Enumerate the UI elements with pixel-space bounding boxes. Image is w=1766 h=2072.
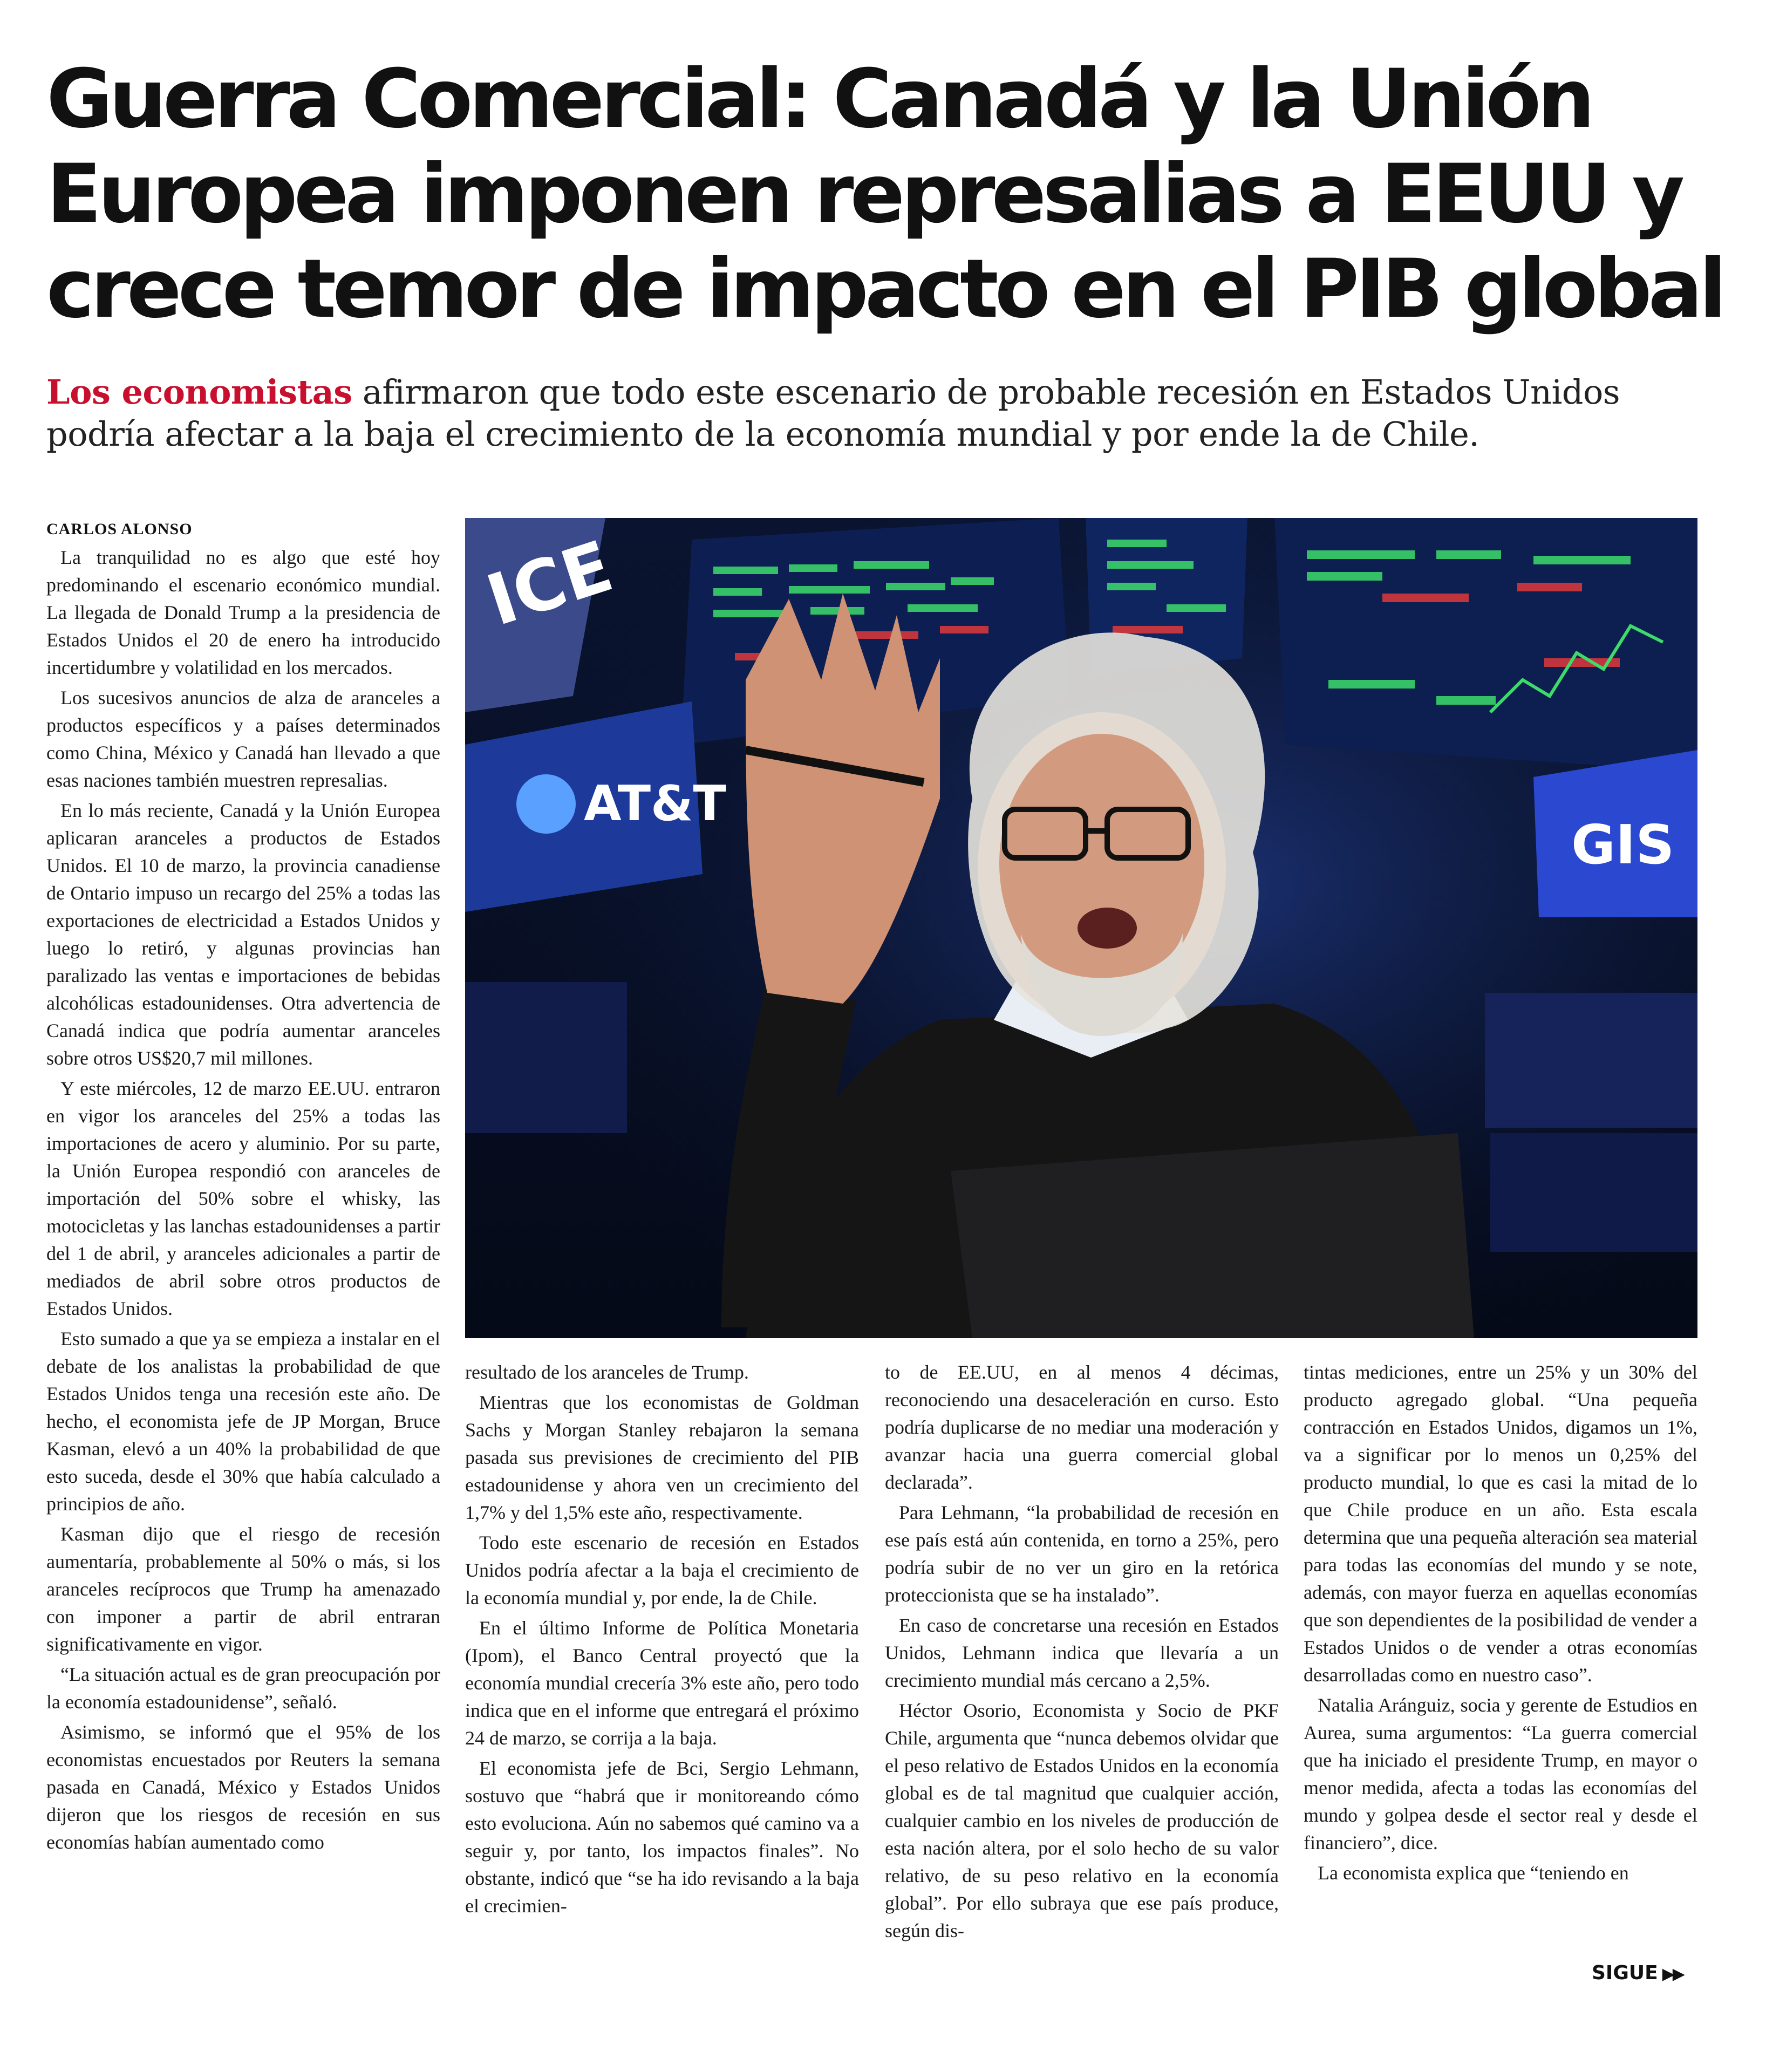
att-globe-icon	[516, 774, 576, 834]
paragraph: En el último Informe de Política Monetaria (Ipom), el Banco Central proyectó que la economía mundial crecería 3% este año, pero todo indica que en el informe que entregará el próximo 24 de marzo, se corrija a la baja.	[465, 1617, 859, 1749]
gis-logo-text: GIS	[1571, 813, 1675, 876]
article-column-2	[465, 1359, 859, 1923]
paragraph: El economista jefe de Bci, Sergio Lehmann, sostuvo que “habrá que ir monitoreando cómo esto evoluciona. Aún no sabemos qué camino va a seguir y, por tanto, los impactos finales”. No obstante, indicó que “se ha ido revisando a la baja el crecimien-	[465, 1757, 859, 1917]
gis-screen	[1533, 750, 1697, 917]
paragraph: Para Lehmann, “la probabilidad de recesión en ese país está aún contenida, en torno a 25%, pero podría subir de no ver un giro en la retórica proteccionista que se ha instalado”.	[885, 1502, 1279, 1606]
article-column-3	[885, 1359, 1279, 1947]
headline-line: crece temor de impacto en el PIB global	[46, 242, 1723, 336]
paragraph: La economista explica que “teniendo en	[1318, 1862, 1629, 1884]
att-logo-text: AT&T	[584, 775, 726, 832]
article-column-1	[46, 544, 440, 1859]
paragraph: Kasman dijo que el riesgo de recesión aumentaría, probablemente al 50% o más, si los aranceles recíprocos que Trump ha amenazado con imponer a partir de abril entraran significativamente en vigor.	[46, 1523, 440, 1655]
deck-text: afirmaron que todo este escenario de probable recesión en Estados Unidos podría afectar a la baja el crecimiento de la economía mundial y por ende la de Chile.	[46, 372, 1620, 454]
fast-forward-icon: ▶▶	[1662, 1965, 1683, 1984]
headline-line: Guerra Comercial: Canadá y la Unión	[46, 52, 1592, 146]
paragraph: Mientras que los economistas de Goldman Sachs y Morgan Stanley rebajaron la semana pasada sus previsiones de crecimiento del PIB estadounidense y ahora ven un crecimiento del 1,7% y del 1,5% este año, respectivamente.	[465, 1392, 859, 1523]
ice-logo-text: ICE	[477, 525, 622, 642]
paragraph: Héctor Osorio, Economista y Socio de PKF Chile, argumenta que “nunca debemos olvidar que el peso relativo de Estados Unidos en la economía global es de tal magnitud que cualquier acción, cualquier cambio en los niveles de producción de esta nación altera, por el solo hecho de su valor relativo, de su peso relativo en la economía global”. Por ello subraya que ese país produce, según dis-	[885, 1700, 1279, 1941]
paragraph: En lo más reciente, Canadá y la Unión Europea aplicaran aranceles a productos de Estados Unidos. El 10 de marzo, la provincia canadiense de Ontario impuso un recargo del 25% a todas las exportaciones de electricidad a Estados Unidos y luego lo retiró, y algunas provincias han paralizado las ventas e importaciones de bebidas alcohólicas estadounidenses. Otra advertencia de Canadá indica que podría aumentar aranceles sobre otros US$20,7 mil millones.	[46, 800, 440, 1069]
headline	[46, 52, 1723, 337]
paragraph: Y este miércoles, 12 de marzo EE.UU. entraron en vigor los aranceles del 25% a todas las importaciones de acero y aluminio. Por su parte, la Unión Europea respondió con aranceles de importación del 50% sobre el whisky, las motocicletas y las lanchas estadounidenses a partir del 1 de abril, y aranceles adicionales a partir de mediados de abril sobre otros productos de Estados Unidos.	[46, 1078, 440, 1319]
deck-lead: Los economistas	[46, 372, 352, 412]
paragraph: Todo este escenario de recesión en Estados Unidos podría afectar a la baja el crecimiento de la economía mundial y, por ende, la de Chile.	[465, 1532, 859, 1608]
paragraph: Los sucesivos anuncios de alza de aranceles a productos específicos y a países determinados como China, México y Canadá han llevado a que esas naciones también muestren represalias.	[46, 687, 440, 791]
continue-label: SIGUE	[1592, 1962, 1658, 1984]
paragraph: “La situación actual es de gran preocupación por la economía estadounidense”, señaló.	[46, 1664, 440, 1713]
paragraph: Esto sumado a que ya se empieza a instalar en el debate de los analistas la probabilidad de que Estados Unidos tenga una recesión este año. De hecho, el economista jefe de JP Morgan, Bruce Kasman, elevó a un 40% la probabilidad de que esto suceda, desde el 30% que había calculado a principios de año.	[46, 1328, 440, 1515]
paragraph: resultado de los aranceles de Trump.	[465, 1361, 749, 1383]
news-photo-trader	[465, 518, 1697, 1338]
photo-illustration	[465, 518, 1697, 1338]
paragraph: En caso de concretarse una recesión en Estados Unidos, Lehmann indica que llevaría a un crecimiento mundial más cercano a 2,5%.	[885, 1614, 1279, 1691]
paragraph: Asimismo, se informó que el 95% de los economistas encuestados por Reuters la semana pasada en Canadá, México y Estados Unidos dijeron que los riesgos de recesión en sus economías habían aumentado como	[46, 1721, 440, 1853]
byline: CARLOS ALONSO	[46, 520, 193, 538]
paragraph: Natalia Aránguiz, socia y gerente de Estudios en Aurea, suma argumentos: “La guerra comercial que ha iniciado el presidente Trump, en mayor o menor medida, afecta a todas las economías del mundo y golpea desde el sector real y desde el financiero”, dice.	[1304, 1694, 1697, 1853]
article-column-4	[1304, 1359, 1697, 1890]
paragraph: to de EE.UU, en al menos 4 décimas, reconociendo una desaceleración en curso. Esto podría duplicarse de no mediar una moderación y avanzar hacia una guerra comercial global declarada”.	[885, 1361, 1279, 1493]
paragraph: tintas mediciones, entre un 25% y un 30% del producto agregado global. “Una pequeña contracción en Estados Unidos, digamos un 1%, va a significar por lo menos un 0,25% del producto mundial, lo que es casi la mitad de lo que Chile produce en un año. Esta escala determina que una pequeña alteración sea material para todas las economías del mundo y se note, además, con mayor fuerza en aquellas economías que son dependientes de la posibilidad de vender a Estados Unidos o de vender a otras economías desarrolladas como en nuestro caso”.	[1304, 1361, 1697, 1686]
headline-line: Europea imponen represalias a EEUU y	[46, 147, 1681, 241]
continue-indicator[interactable]	[1592, 1962, 1683, 1984]
paragraph: La tranquilidad no es algo que esté hoy predominando el escenario económico mundial. La llegada de Donald Trump a la presidencia de Estados Unidos el 20 de enero ha introducido incertidumbre y volatilidad en los mercados.	[46, 547, 440, 678]
deck-subtitle	[46, 371, 1708, 455]
